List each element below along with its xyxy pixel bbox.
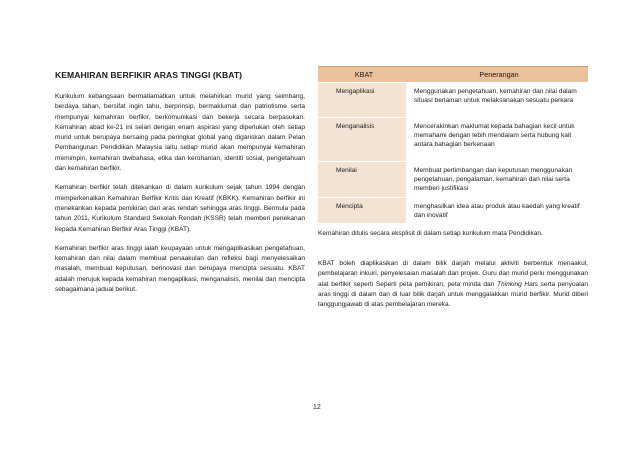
section-heading: KEMAHIRAN BERFIKIR ARAS TINGGI (KBAT) bbox=[55, 70, 243, 80]
table-header-penerangan: Penerangan bbox=[410, 66, 588, 82]
paragraph-definition: Kemahiran berfikir aras tinggi ialah keupayaan untuk mengaplikasikan pengetahuan, kemahiran dan nilai dalam membuat penaakulan dan refleksi bagi menyelesaikan masalah, membuat keputusan, berinovasi dan berupaya mencipta sesuatu. KBAT adalah merujuk kepada kemahiran mengaplikasi, menganalisis, menilai dan mencipta sebagaimana jadual berikut. bbox=[55, 244, 305, 294]
page-number: 12 bbox=[313, 404, 321, 411]
table-cell-term: Menganalisis bbox=[318, 118, 410, 161]
right-column bbox=[318, 65, 588, 224]
table-row bbox=[318, 198, 588, 223]
table-cell-desc: menghasilkan idea atau produk atau kaedah yang kreatif dan inovatif bbox=[410, 198, 588, 223]
table-header-row bbox=[318, 66, 588, 82]
left-column bbox=[55, 70, 305, 304]
table-cell-term: Mencipta bbox=[318, 198, 410, 223]
table-cell-term: Mengaplikasi bbox=[318, 83, 410, 117]
paragraph-application-part2: serta penyoalan aras tinggi di dalam dan di luar bilik darjah untuk menggalakkan murid berfikir. Murid diberi tanggungjawab di atas pembelajaran mereka. bbox=[318, 280, 588, 309]
paragraph-application-part1: KBAT boleh diaplikasikan di dalam bilik darjah melalui aktiviti berbentuk menaakul, pembelajaran inkuiri, penyelesaian masalah dan projek. Guru dan murid perlu menggunakan alat berfikir seperti Seperti peta pemikiran, peta minda dan bbox=[318, 260, 588, 288]
table-row bbox=[318, 118, 588, 161]
table-row bbox=[318, 162, 588, 197]
table-row bbox=[318, 83, 588, 117]
table-cell-desc: Menggunakan pengetahuan, kemahiran dan nilai dalam situasi berlainan untuk melaksanakan sesuatu perkara bbox=[410, 83, 588, 117]
table-cell-desc: Mencerakinkan maklumat kepada bahagian kecil untuk memahami dengan lebih mendalam serta hubung kait antara bahagian berkenaan bbox=[410, 118, 588, 161]
paragraph-intro: Kurikulum kebangsaan bermatlamatkan untuk melahirkan murid yang seimbang, berdaya tahan, bersifat ingin tahu, berprinsip, bermaklumat dan patriotisme serta mempunyai kemahiran berfikir, berkomunikasi dan bekerja secara berpasukan. Kemahiran abad ke-21 ini selari dengan enam aspirasi yang diperlukan oleh setiap murid untuk berupaya bersaing pada peringkat global yang digariskan dalam Pelan Pembangunan Pendidikan Malaysia iaitu setiap murid akan mempunyai kemahiran memimpin, kemahiran dwibahasa, etika dan kerohanian, identiti sosial, pengetahuan dan kemahiran berfikir. bbox=[55, 93, 305, 173]
kbat-table bbox=[318, 65, 588, 224]
paragraph-application bbox=[318, 259, 588, 310]
table-cell-desc: Membuat pertimbangan dan keputusan menggunakan pengetahuan, pengalaman, kemahiran dan nilai serta memberi justifikasi bbox=[410, 162, 588, 197]
table-header-kbat: KBAT bbox=[318, 66, 410, 82]
table-cell-term: Menilai bbox=[318, 162, 410, 197]
paragraph-history: Kemahiran berfikir telah ditekankan di dalam kurikulum sejak tahun 1994 dengan memperkenalkan Kemahiran Berfikir Kritis dan Kreatif (KBKK). Kemahiran berfikir ini menekankan kepada pemikiran dari aras rendah sehingga aras tinggi. Bermula pada tahun 2011, Kurikulum Standard Sekolah Rendah (KSSR) telah memberi penekanan kepada Kemahiran Berfikir Aras Tinggi (KBAT). bbox=[55, 184, 305, 233]
thinking-hats-term: Thinking Hats bbox=[497, 280, 538, 288]
paragraph-explicit: Kemahiran ditulis secara eksplisit di dalam setiap kurikulum mata Pendidikan. bbox=[318, 230, 543, 237]
